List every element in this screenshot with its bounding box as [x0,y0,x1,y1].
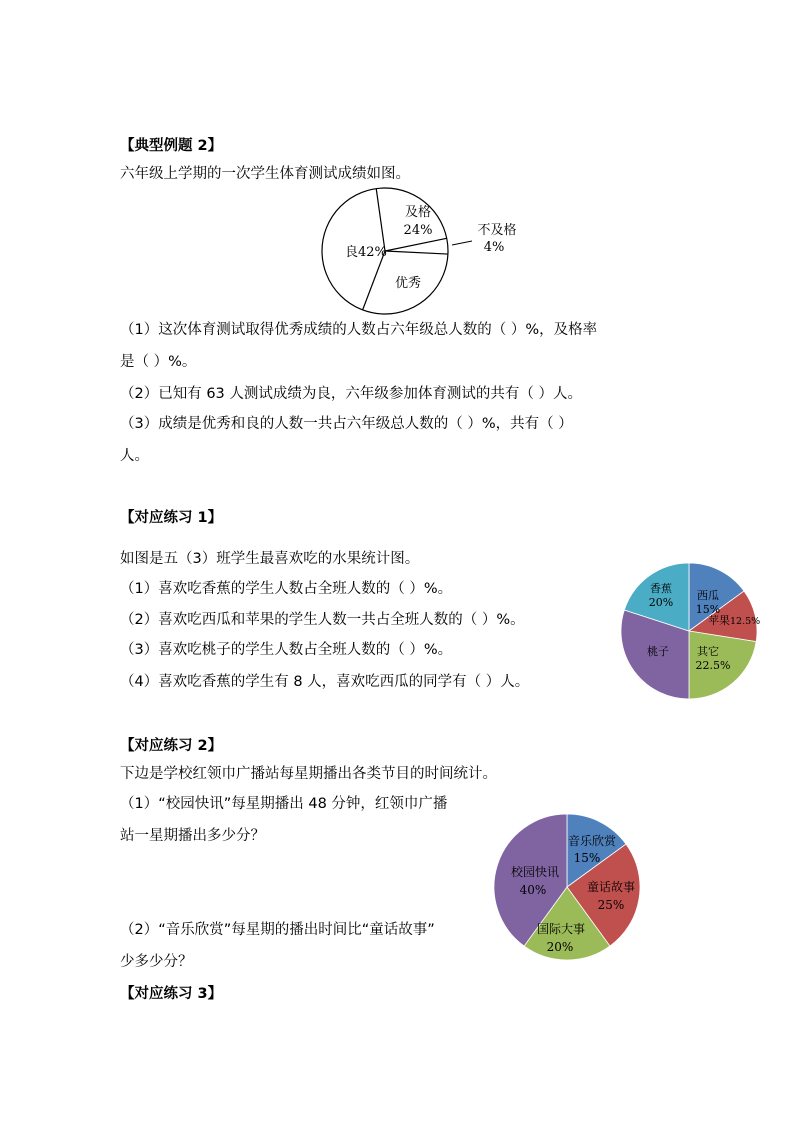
practice2-question-1-line-1: （1）“校园快讯”每星期播出 48 分钟，红领巾广播 [120,796,448,812]
example2-question-3-line-1: （3）成绩是优秀和良的人数一共占六年级总人数的（ ）%，共有（ ） [120,416,573,432]
pie1-label-good [345,245,387,260]
pie1-label-pass: 及格 [404,205,432,220]
pie2-label-banana: 香蕉 [650,582,672,595]
practice2-question-1-line-2: 站一星期播出多少分？ [120,828,265,844]
pie2-label-peach: 桃子 [647,645,669,658]
pie2-label-watermelon: 西瓜 [697,589,719,602]
pie2-value-banana: 20% [648,596,674,609]
pie1-label-excellent: 优秀 [394,276,422,291]
pie3-label-campus-news: 校园快讯 [510,865,560,879]
pie2-label-other: 其它 [697,645,719,658]
pie3-value-campus-news: 40% [519,883,547,897]
pie3-value-music: 15% [573,851,601,865]
pie3-label-fairy-tales: 童话故事 [586,880,636,894]
practice2-question-2-line-1: （2）“音乐欣赏”每星期的播出时间比“童话故事” [120,922,435,938]
example2-heading: 【典型例题 2】 [120,138,223,154]
pie1-label-good-name: 良 [345,245,359,260]
practice3-heading: 【对应练习 3】 [120,986,223,1002]
example2-question-1-line-1: （1）这次体育测试取得优秀成绩的人数占六年级总人数的（ ）%，及格率 [120,322,598,338]
practice1-question-1: （1）喜欢吃香蕉的学生人数占全班人数的（ ）%。 [120,581,453,597]
pie2-label-apple-value: 12.5% [730,616,761,627]
practice1-question-2: （2）喜欢吃西瓜和苹果的学生人数一共占全班人数的（ ）%。 [120,612,525,628]
pie1-leader-line [452,241,472,245]
pie1-value-pass: 24% [403,223,433,238]
pie3-value-fairy-tales: 25% [597,898,625,912]
pie2-value-watermelon: 15% [695,603,721,616]
pie2-label-apple-name: 苹果 [708,614,730,627]
pie1-label-fail: 不及格 [477,223,517,238]
practice1-intro: 如图是五（3）班学生最喜欢吃的水果统计图。 [120,551,420,567]
example2-question-2: （2）已知有 63 人测试成绩为良，六年级参加体育测试的共有（ ）人。 [120,386,583,402]
pie3-label-world-news: 国际大事 [536,922,586,936]
pie3-value-world-news: 20% [546,940,574,954]
practice2-heading: 【对应练习 2】 [120,738,223,754]
practice1-question-4: （4）喜欢吃香蕉的学生有 8 人，喜欢吃西瓜的同学有（ ）人。 [120,674,530,690]
pie2-label-apple [708,613,760,627]
example2-question-1-line-2: 是（ ）%。 [120,354,197,370]
practice1-heading: 【对应练习 1】 [120,510,223,526]
practice1-question-3: （3）喜欢吃桃子的学生人数占全班人数的（ ）%。 [120,642,453,658]
practice2-question-2-line-2: 少多少分？ [120,954,193,970]
pie1-value-fail: 4% [483,240,505,255]
pie1-label-good-value: 42% [358,245,387,260]
pie3-label-music: 音乐欣赏 [567,834,617,848]
pie2-value-other: 22.5% [695,659,731,672]
example2-intro: 六年级上学期的一次学生体育测试成绩如图。 [120,166,410,182]
example2-question-3-line-2: 人。 [120,448,149,464]
practice2-intro: 下边是学校红领巾广播站每星期播出各类节目的时间统计。 [120,766,497,782]
